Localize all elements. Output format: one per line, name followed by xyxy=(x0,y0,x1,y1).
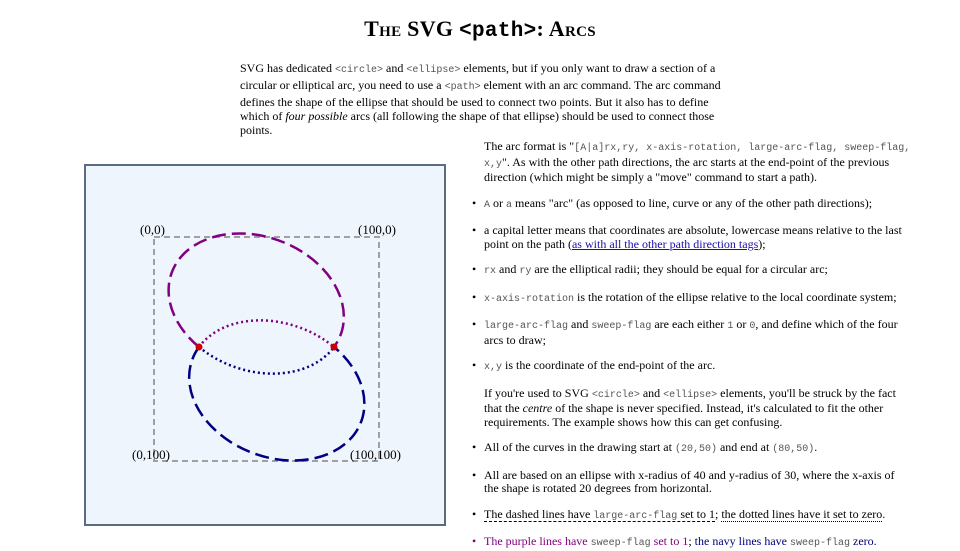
page-title xyxy=(0,16,960,43)
intro-text: elements, but if you only want to draw a section of a circular or elliptical arc, you need to use a xyxy=(240,61,716,92)
text: and end at xyxy=(716,440,773,454)
end-point xyxy=(331,344,338,351)
start-point xyxy=(196,344,203,351)
intro-text: element with an arc command. The arc command defines the shape of the ellipse that should be used to connect two points. But it also has to define which of xyxy=(240,78,721,123)
navy-note xyxy=(695,534,877,548)
list-item xyxy=(472,195,912,213)
arc-purple-dashed xyxy=(169,233,344,347)
bullet: • xyxy=(472,534,477,548)
arc-navy-dotted xyxy=(199,347,334,374)
code: (20,50) xyxy=(674,444,717,455)
text: The dashed lines have xyxy=(484,506,594,521)
dashed-note xyxy=(484,507,715,522)
dotted-note: the dotted lines have it set to zero xyxy=(721,506,883,521)
bullet: • xyxy=(472,358,477,372)
intro-code-ellipse: <ellipse> xyxy=(406,65,461,76)
intro-code-circle: <circle> xyxy=(334,65,383,76)
list-item xyxy=(472,262,912,279)
title-code: <path> xyxy=(459,20,537,43)
intro-text: and xyxy=(383,61,407,75)
code: <circle> xyxy=(591,389,640,401)
bullet: • xyxy=(472,195,477,210)
text: of the shape is never specified. Instead, it's calculated to fit the other requirements. The example shows how this can get confusing. xyxy=(484,401,884,429)
label-top-right: (100,0) xyxy=(358,222,396,237)
text: is the rotation of the ellipse relative to the local coordinate system; xyxy=(574,289,897,304)
path-directions-link[interactable]: as with all the other path direction tags xyxy=(571,236,759,251)
text: ); xyxy=(758,236,766,251)
code: 0 xyxy=(749,321,756,332)
code: large-arc-flag xyxy=(484,321,569,332)
list-item xyxy=(472,534,912,551)
code: x,y xyxy=(484,362,503,373)
bullet: • xyxy=(472,262,477,276)
code: <ellipse> xyxy=(663,389,718,401)
code: a xyxy=(506,199,513,211)
arc-format-paragraph xyxy=(484,140,912,185)
list-item xyxy=(472,440,912,457)
text: or xyxy=(490,195,507,210)
emphasis: centre xyxy=(522,401,553,415)
text: All of the curves in the drawing start at xyxy=(484,440,675,454)
text: a capital letter means that coordinates are absolute, lowercase means relative to the last point on the path ( xyxy=(484,223,902,251)
list-item xyxy=(472,506,912,524)
text: set to 1 xyxy=(650,534,689,548)
intro-text: SVG has dedicated xyxy=(240,61,335,75)
arc-diagram-svg xyxy=(86,166,444,524)
text: ; xyxy=(688,534,695,548)
title-part-2: : Arcs xyxy=(536,16,596,41)
list-item xyxy=(472,223,912,251)
text: . xyxy=(814,440,818,454)
label-top-left: (0,0) xyxy=(140,222,165,237)
text: the navy lines have xyxy=(694,534,790,548)
text: and xyxy=(639,385,664,400)
arc-purple-dotted xyxy=(199,320,334,347)
text: If you're used to SVG xyxy=(484,385,592,400)
bullet: • xyxy=(472,506,477,521)
text: ". As with the other path directions, the arc starts at the end-point of the previous direction (which might be simply a "move" command to start a path). xyxy=(484,154,890,184)
text: elements, you'll be struck by the fact that the xyxy=(484,385,896,415)
text: are the elliptical radii; they should be equal for a circular arc; xyxy=(531,262,828,276)
list-item xyxy=(472,317,912,347)
code: ry xyxy=(519,266,532,277)
bullet: • xyxy=(472,467,477,482)
text: or xyxy=(733,317,750,331)
arc-format-code: [A|a]rx,ry, x-axis-rotation, large-arc-flag, sweep-flag, x,y xyxy=(484,143,911,170)
code: large-arc-flag xyxy=(593,510,678,522)
text: . xyxy=(882,506,886,521)
bullet: • xyxy=(472,317,477,331)
text: set to 1 xyxy=(677,506,715,521)
text: , and define which of the four arcs to draw; xyxy=(484,317,898,347)
text: ; xyxy=(714,506,722,521)
centre-paragraph xyxy=(484,387,912,430)
label-bottom-right: (100,100) xyxy=(350,447,401,462)
text: The purple lines have xyxy=(484,534,591,548)
explanation-column xyxy=(472,139,912,551)
text: means "arc" (as opposed to line, curve or any of the other path directions); xyxy=(512,195,873,210)
purple-note xyxy=(484,534,688,548)
arc-navy-dashed xyxy=(189,347,364,461)
list-item xyxy=(472,289,912,307)
code: sweep-flag xyxy=(591,321,652,332)
text: is the coordinate of the end-point of the arc. xyxy=(502,358,716,372)
arc-diagram xyxy=(84,164,446,526)
text: and xyxy=(568,317,592,331)
code: (80,50) xyxy=(772,444,815,455)
code: rx xyxy=(484,266,497,277)
intro-code-path: <path> xyxy=(444,82,481,93)
text: are each either xyxy=(651,317,728,331)
title-part-1: The SVG xyxy=(364,16,460,41)
coordinate-box xyxy=(154,237,379,461)
text: The arc format is " xyxy=(484,139,575,153)
text: zero. xyxy=(850,534,877,548)
list-item xyxy=(472,358,912,375)
bullet: • xyxy=(472,289,477,304)
code: 1 xyxy=(727,321,734,332)
intro-paragraph xyxy=(240,61,730,137)
intro-emphasis: four possible xyxy=(285,109,348,123)
code: x-axis-rotation xyxy=(484,293,575,305)
text: All are based on an ellipse with x-radius of 40 and y-radius of 30, where the x-axis of the shape is rotated 20 degrees from horizontal. xyxy=(484,467,895,495)
code: sweep-flag xyxy=(789,538,850,549)
text: and xyxy=(496,262,520,276)
code: sweep-flag xyxy=(590,538,651,549)
code: A xyxy=(484,199,491,211)
label-bottom-left: (0,100) xyxy=(132,447,170,462)
bullet: • xyxy=(472,223,477,237)
bullet: • xyxy=(472,440,477,454)
intro-text: arcs (all following the shape of that ellipse) should be used to connect those points. xyxy=(240,109,715,137)
list-item xyxy=(472,467,912,496)
arc-params-list xyxy=(472,195,912,375)
example-notes-list xyxy=(472,440,912,551)
